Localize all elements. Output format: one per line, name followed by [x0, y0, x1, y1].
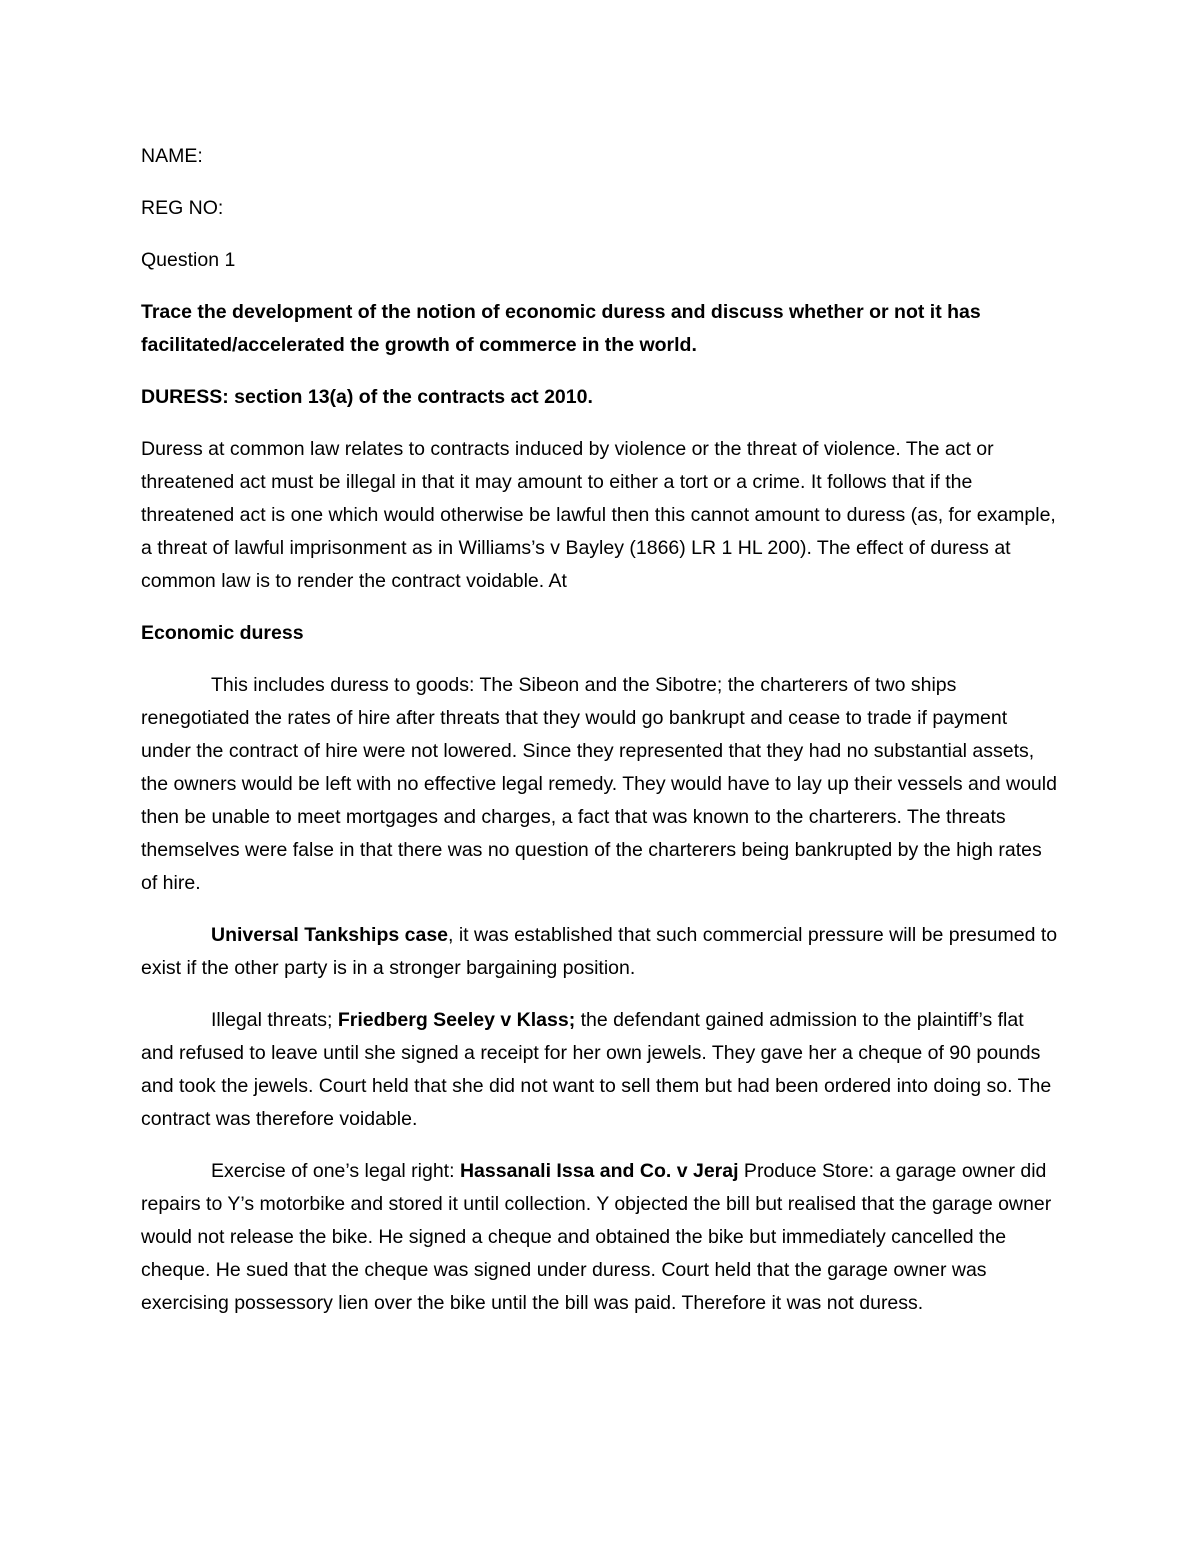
economic-duress-heading: Economic duress	[141, 622, 304, 644]
name-field-label: NAME:	[141, 145, 203, 167]
illegal-threats-paragraph	[141, 1004, 1061, 1136]
friedberg-case-name: Friedberg Seeley v Klass;	[337, 1009, 576, 1031]
universal-tankships-text: , it was established that such commercial pressure will be presumed to exist if the other party is in a stronger bargaining position.	[141, 924, 1058, 979]
hassanali-case-name: Hassanali Issa and Co. v Jeraj	[459, 1160, 739, 1182]
question-number: Question 1	[141, 249, 236, 271]
duress-heading: DURESS: section 13(a) of the contracts act 2010.	[141, 386, 593, 408]
reg-no-field-label: REG NO:	[141, 197, 224, 219]
duress-paragraph: Duress at common law relates to contracts induced by violence or the threat of violence. The act or threatened act must be illegal in that it may amount to either a tort or a crime. It follows that if the threatened act is one which would otherwise be lawful then this cannot amount to duress (as, for example, a threat of lawful imprisonment as in Williams’s v Bayley (1866) LR 1 HL 200). The effect of duress at common law is to render the contract voidable. At	[141, 438, 1056, 592]
illegal-threats-lead: Illegal threats;	[211, 1009, 338, 1031]
illegal-threats-text: the defendant gained admission to the plaintiff’s flat and refused to leave until she signed a receipt for her own jewels. They gave her a cheque of 90 pounds and took the jewels. Court held that she did not want to sell them but had been ordered into doing so. The contract was therefore voidable.	[141, 1009, 1052, 1130]
legal-right-paragraph	[141, 1155, 1061, 1320]
question-text: Trace the development of the notion of economic duress and discuss whether or not it has facilitated/accelerated the growth of commerce in the world.	[141, 301, 981, 356]
universal-tankships-case-name: Universal Tankships case	[211, 924, 449, 946]
legal-right-text: Produce Store: a garage owner did repairs to Y’s motorbike and stored it until collection. Y objected the bill but realised that the garage owner would not release the bike. He signed a cheque and obtained the bike but immediately cancelled the cheque. He sued that the cheque was signed under duress. Court held that the garage owner was exercising possessory lien over the bike until the bill was paid. Therefore it was not duress.	[141, 1160, 1052, 1314]
sibeon-paragraph: This includes duress to goods: The Sibeon and the Sibotre; the charterers of two ships renegotiated the rates of hire after threats that they would go bankrupt and cease to trade if payment under the contract of hire were not lowered. Since they represented that they had no substantial assets, the owners would be left with no effective legal remedy. They would have to lay up their vessels and would then be unable to meet mortgages and charges, a fact that was known to the charterers. The threats themselves were false in that there was no question of the charterers being bankrupted by the high rates of hire.	[141, 674, 1057, 894]
document-body	[141, 140, 1061, 1339]
legal-right-lead: Exercise of one’s legal right:	[211, 1160, 460, 1182]
universal-tankships-paragraph	[141, 919, 1061, 985]
